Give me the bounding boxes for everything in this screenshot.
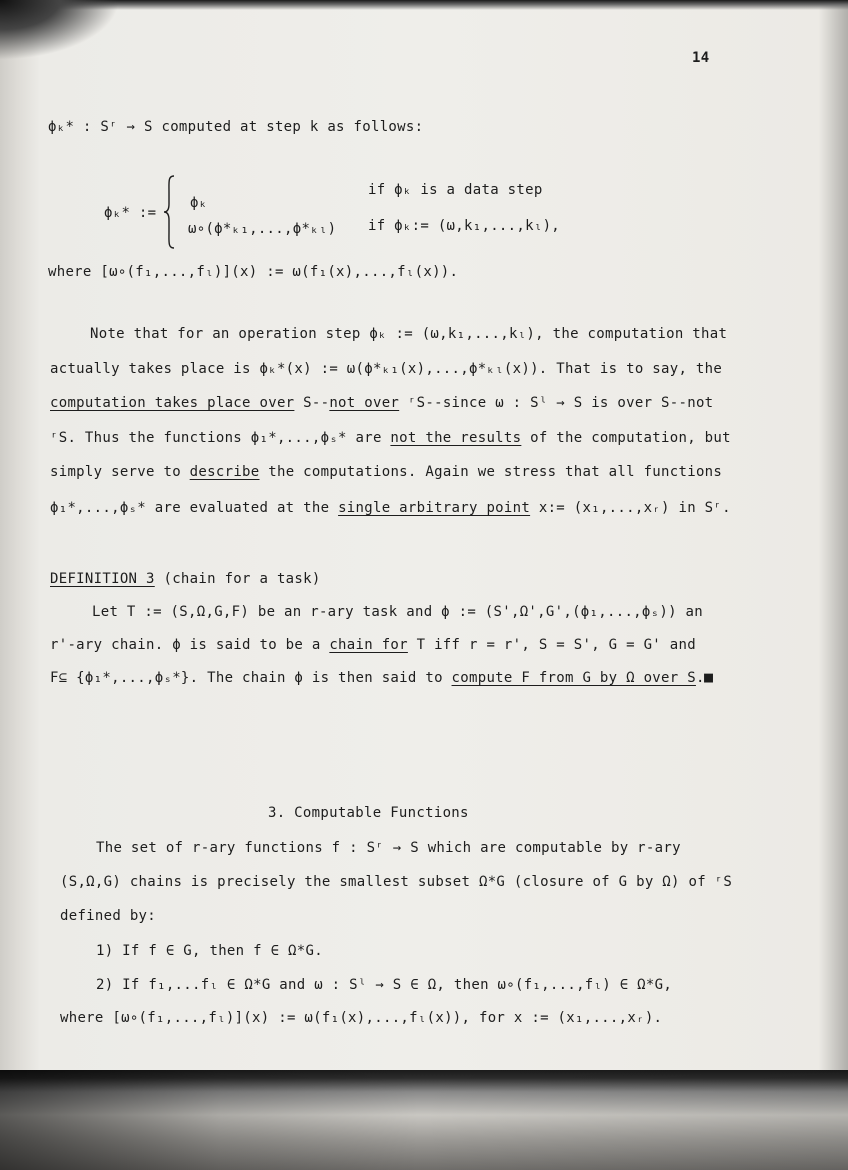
section-3-heading: 3. Computable Functions <box>268 805 469 821</box>
def3-line2: r'-ary chain. ϕ is said to be a chain for T iff r = r', S = S', G = G' and <box>50 637 696 653</box>
para1-line5: simply serve to describe the computations. Again we stress that all functions <box>50 464 723 480</box>
where-line-2: where [ω∘(f₁,...,fₗ)](x) := ω(f₁(x),...,fₗ(x)), for x := (x₁,...,xᵣ). <box>60 1010 663 1026</box>
cases-brace <box>162 174 176 250</box>
para1-line3: computation takes place over S--not over ʳS--since ω : Sˡ → S is over S--not <box>50 395 714 411</box>
end-of-definition-mark: ■ <box>704 668 714 686</box>
case2-condition: if ϕₖ:= (ω,k₁,...,kₗ), <box>368 218 561 234</box>
definition-3-heading: DEFINITION 3 (chain for a task) <box>50 571 321 587</box>
case1-value: ϕₖ <box>190 195 208 211</box>
para1-line6: ϕ₁*,...,ϕₛ* are evaluated at the single arbitrary point x:= (x₁,...,xᵣ) in Sʳ. <box>50 500 731 516</box>
def3-line3: F⊆ {ϕ₁*,...,ϕₛ*}. The chain ϕ is then said to compute F from G by Ω over S. <box>50 670 705 686</box>
scan-corner-shadow <box>0 0 120 60</box>
para1-line4: ʳS. Thus the functions ϕ₁*,...,ϕₛ* are not the results of the computation, but <box>50 430 731 446</box>
def3-line1: Let T := (S,Ω,G,F) be an r-ary task and ϕ := (S',Ω',G',(ϕ₁,...,ϕₛ)) an <box>92 604 704 620</box>
scan-bottom-fold <box>0 1070 848 1170</box>
section-line2: (S,Ω,G) chains is precisely the smallest subset Ω*G (closure of G by Ω) of ʳS <box>60 874 733 890</box>
line-phi-star-intro: ϕₖ* : Sʳ → S computed at step k as follows: <box>48 119 424 135</box>
case2-value: ω∘(ϕ*ₖ₁,...,ϕ*ₖₗ) <box>188 221 337 237</box>
where-line-1: where [ω∘(f₁,...,fₗ)](x) := ω(f₁(x),...,fₗ(x)). <box>48 264 459 280</box>
scan-top-edge <box>0 0 848 10</box>
closure-rule-2: 2) If f₁,...fₗ ∈ Ω*G and ω : Sˡ → S ∈ Ω, then ω∘(f₁,...,fₗ) ∈ Ω*G, <box>96 977 673 993</box>
closure-rule-1: 1) If f ∈ G, then f ∈ Ω*G. <box>96 943 323 959</box>
para1-line1: Note that for an operation step ϕₖ := (ω,k₁,...,kₗ), the computation that <box>90 326 728 342</box>
page-number: 14 <box>692 50 710 66</box>
case1-condition: if ϕₖ is a data step <box>368 182 543 198</box>
para1-line2: actually takes place is ϕₖ*(x) := ω(ϕ*ₖ₁(x),...,ϕ*ₖₗ(x)). That is to say, the <box>50 361 723 377</box>
section-line3: defined by: <box>60 908 157 924</box>
definition-lhs: ϕₖ* := <box>104 205 157 221</box>
page-right-shadow <box>818 0 848 1070</box>
section-line1: The set of r-ary functions f : Sʳ → S which are computable by r-ary <box>96 840 681 856</box>
